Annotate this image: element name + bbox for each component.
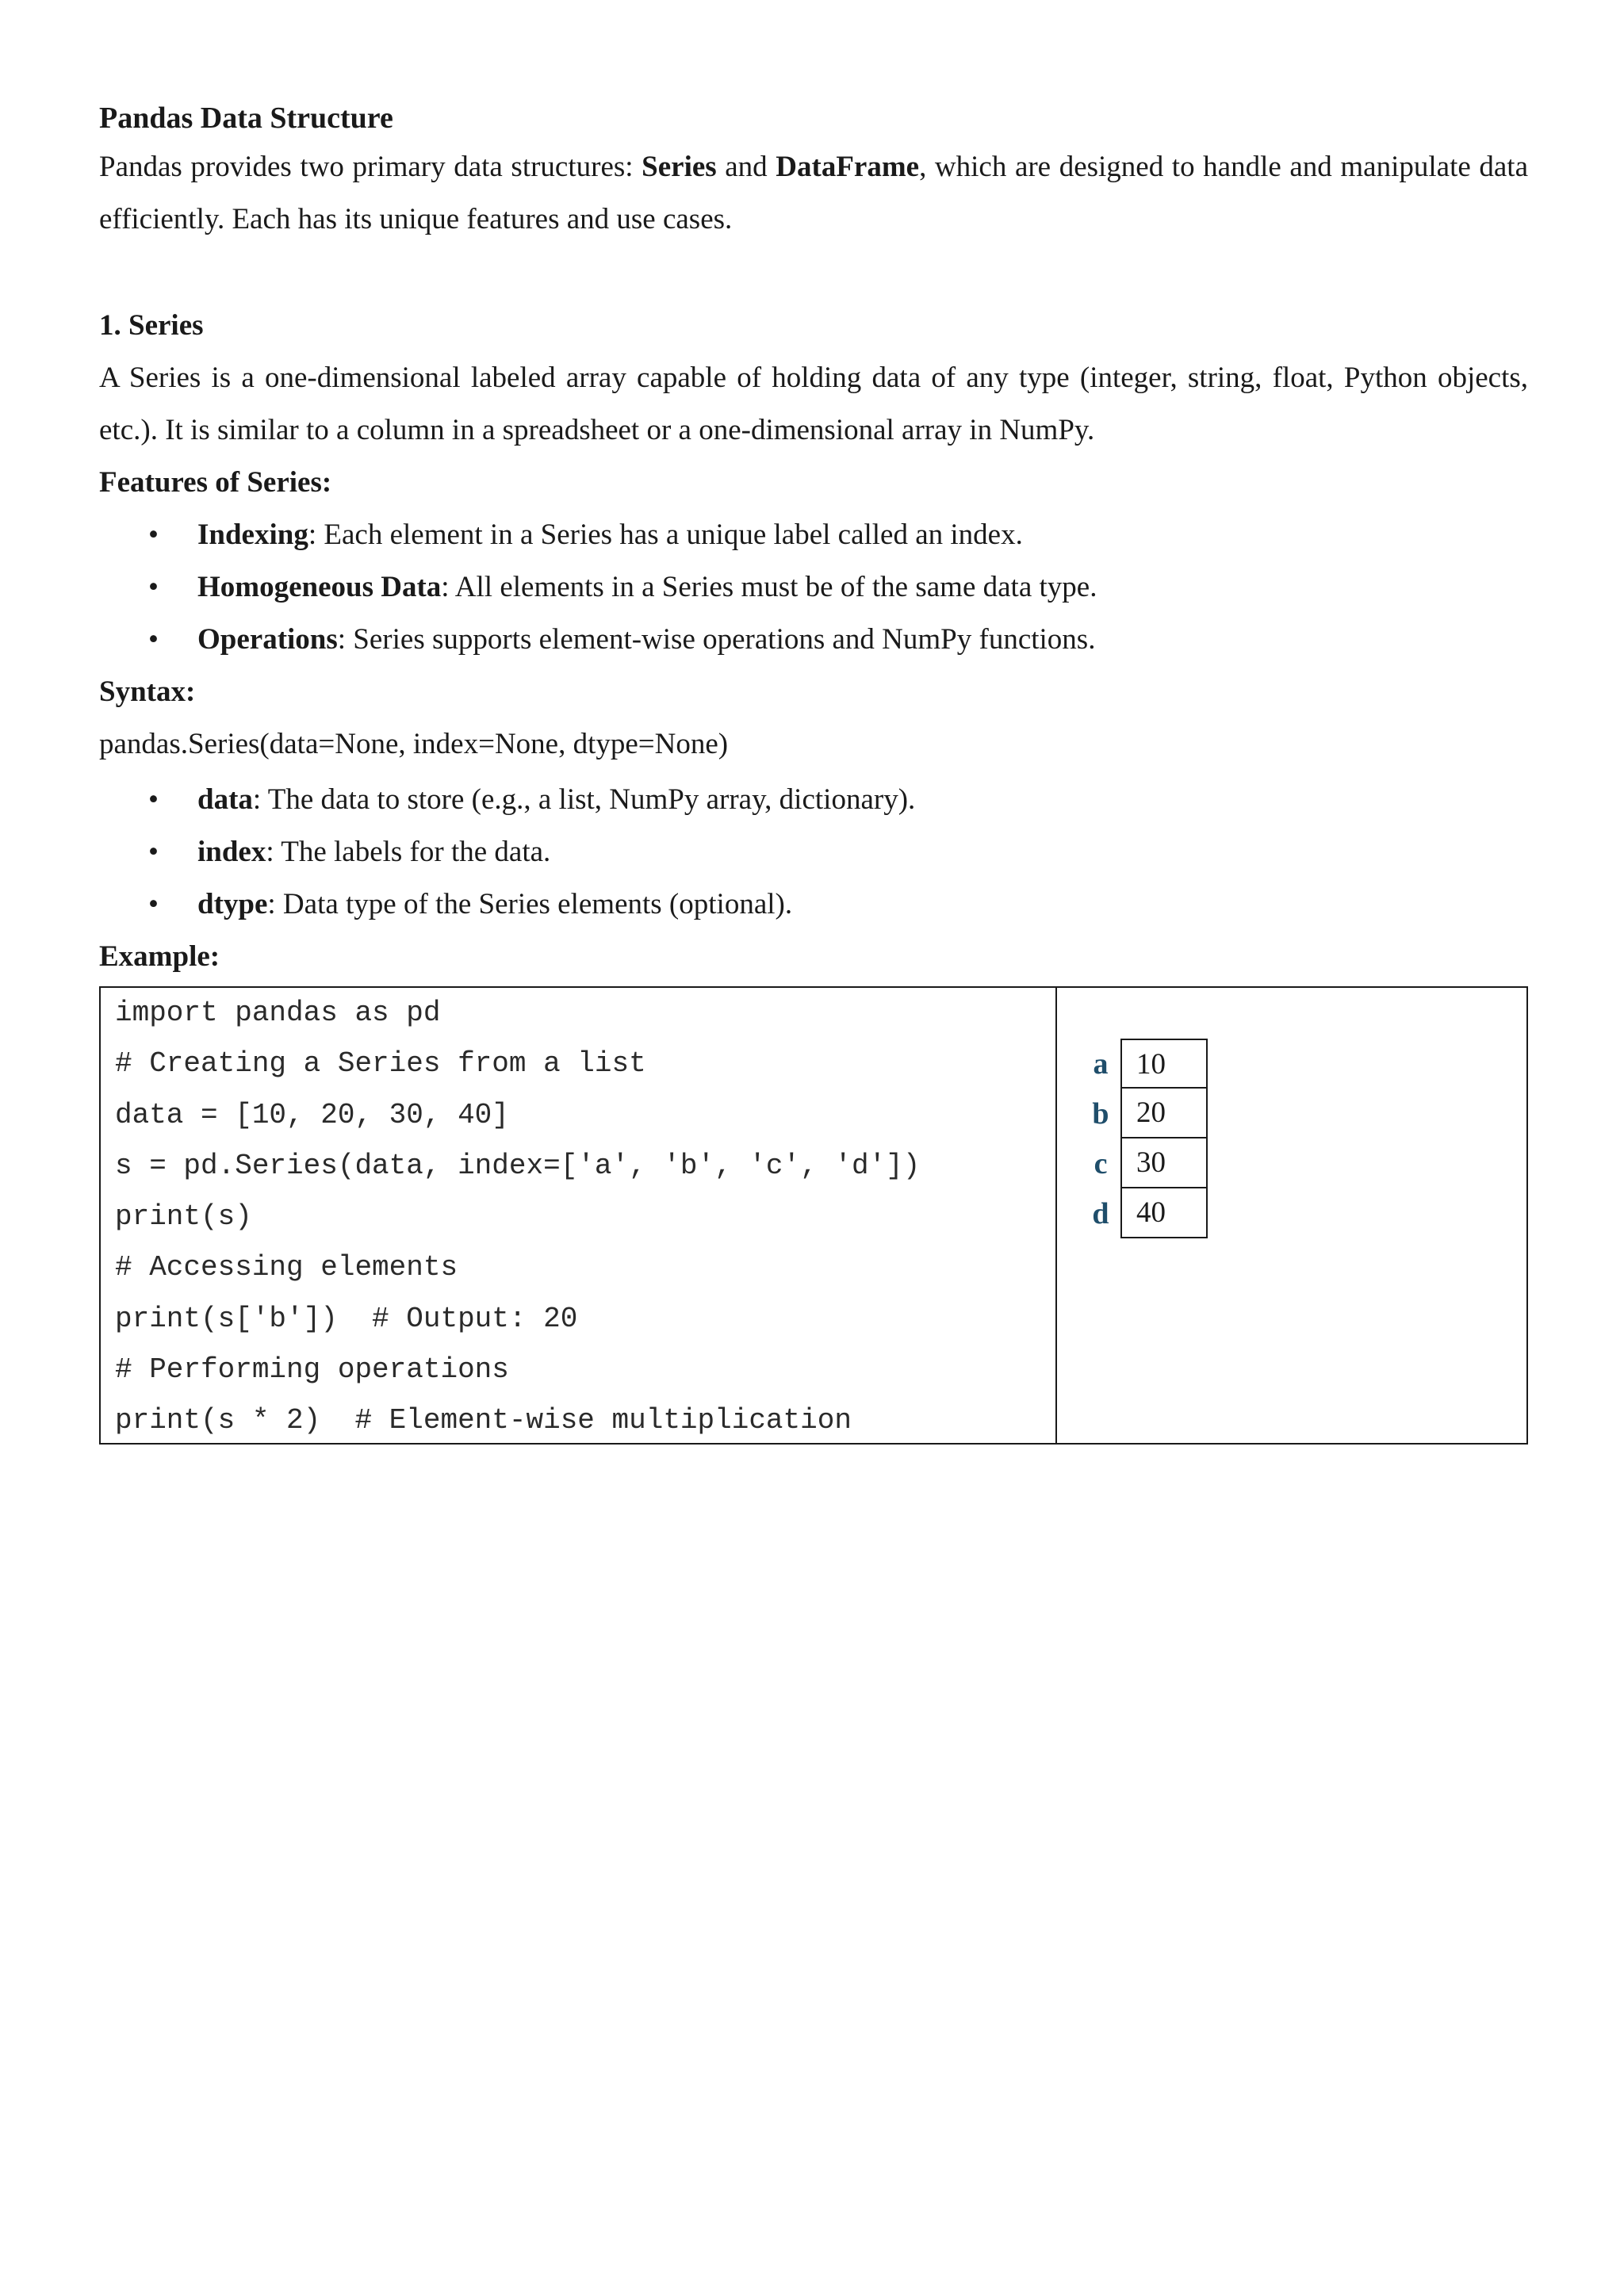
param-term: data [197,783,253,816]
output-cell [1057,988,1526,1443]
series-row [1081,1188,1208,1238]
param-item [99,878,1528,931]
code-line: s = pd.Series(data, index=['a', 'b', 'c', 'd']) [115,1149,921,1182]
intro-paragraph [99,141,1528,246]
document-page [99,95,1528,1445]
series-description: A Series is a one-dimensional labeled array capable of holding data of any type (integer, string, float, Python objects, etc.). It is similar to a column in a spreadsheet or a one-dimensional array in NumPy. [99,362,1528,446]
example-heading: Example: [99,940,220,973]
syntax-signature: pandas.Series(data=None, index=None, dtype=None) [99,728,729,760]
code-line: data = [10, 20, 30, 40] [115,1098,509,1131]
feature-item [99,614,1528,666]
param-text: : The labels for the data. [266,836,551,868]
feature-term: Indexing [197,519,308,551]
feature-text: : Each element in a Series has a unique label called an index. [308,519,1023,551]
series-value: 30 [1120,1138,1208,1188]
series-section-heading: 1. Series [99,309,204,342]
code-line: # Creating a Series from a list [115,1047,646,1081]
page-title: Pandas Data Structure [99,101,393,135]
series-index-label: c [1094,1146,1108,1181]
features-list [99,509,1528,666]
example-table [99,986,1528,1445]
bullet-icon: • [148,783,159,816]
param-item [99,826,1528,878]
feature-item [99,509,1528,561]
series-row [1081,1089,1208,1138]
bullet-icon: • [148,836,159,868]
code-line: # Performing operations [115,1353,509,1387]
series-row [1081,1138,1208,1188]
param-term: dtype [197,888,268,920]
features-heading: Features of Series: [99,466,332,499]
series-index-label: b [1092,1096,1109,1131]
series-value: 10 [1120,1039,1208,1089]
bullet-icon: • [148,888,159,920]
intro-text-1: Pandas provides two primary data structures: [99,151,642,183]
intro-bold-dataframe: DataFrame [776,151,920,183]
code-line: print(s * 2) # Element-wise multiplication [115,1404,852,1437]
code-line: # Accessing elements [115,1251,458,1284]
bullet-icon: • [148,519,159,551]
param-text: : Data type of the Series elements (optional). [267,888,793,920]
feature-item [99,561,1528,614]
series-value: 20 [1120,1089,1208,1138]
params-list [99,774,1528,931]
bullet-icon: • [148,571,159,603]
series-row [1081,1039,1208,1089]
series-output [1081,1039,1208,1238]
feature-term: Operations [197,623,338,656]
feature-text: : All elements in a Series must be of the same data type. [441,571,1097,603]
param-item [99,774,1528,826]
series-index-label: d [1092,1196,1109,1230]
feature-term: Homogeneous Data [197,571,442,603]
intro-text-2: and [716,151,776,183]
syntax-heading: Syntax: [99,675,196,708]
code-block [101,988,1057,1443]
series-value: 40 [1120,1188,1208,1238]
feature-text: : Series supports element-wise operations and NumPy functions. [337,623,1096,656]
param-text: : The data to store (e.g., a list, NumPy array, dictionary). [252,783,916,816]
code-line: import pandas as pd [115,997,441,1029]
param-term: index [197,836,266,868]
intro-text-3: , which are designed to handle and manipulate data efficiently. Each has its unique features and use cases. [99,151,1528,235]
intro-bold-series: Series [642,151,717,183]
series-index-label: a [1093,1047,1109,1081]
bullet-icon: • [148,623,159,656]
code-line: print(s) [115,1200,252,1234]
code-line: print(s['b']) # Output: 20 [115,1302,578,1335]
